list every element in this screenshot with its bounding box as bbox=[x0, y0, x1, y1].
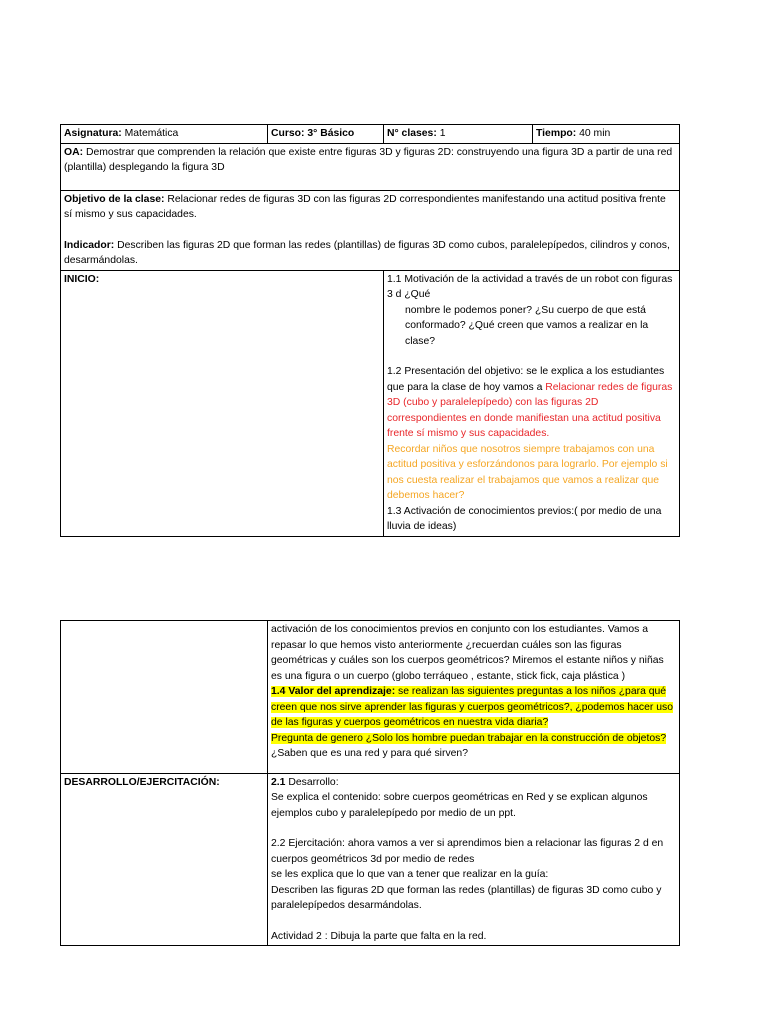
step-2-2-text: 2.2 Ejercitación: ahora vamos a ver si aprendimos bien a relacionar las figuras 2 d en cuerpos geométricos 3d por medio de redes bbox=[271, 838, 664, 865]
header-row bbox=[61, 125, 680, 144]
objetivo-row bbox=[61, 190, 680, 270]
continuation-row bbox=[61, 621, 680, 774]
objetivo-text: Relacionar redes de figuras 3D con las figuras 2D correspondientes manifestando una actitud positiva frente sí mismo y sus capacidades. bbox=[64, 193, 666, 220]
oa-label: OA: bbox=[64, 146, 84, 158]
asignatura-value: Matemática bbox=[124, 128, 179, 139]
desarrollo-label-cell bbox=[61, 773, 268, 946]
activity-2: Actividad 2 : Dibuja la parte que falta en la red. bbox=[271, 930, 487, 942]
gender-question bbox=[271, 731, 676, 747]
step-1-3: 1.3 Activación de conocimientos previos:( por medio de una lluvia de ideas) bbox=[387, 505, 662, 532]
lesson-plan-table-top bbox=[60, 124, 680, 537]
step-2-1 bbox=[271, 775, 676, 791]
inicio-label-cell bbox=[61, 270, 384, 536]
step-1-4 bbox=[271, 684, 676, 731]
asignatura-cell bbox=[61, 125, 268, 144]
desarrollo-content-cell bbox=[268, 773, 680, 946]
indicador-label: Indicador: bbox=[64, 239, 115, 251]
continuation-content-cell bbox=[268, 621, 680, 774]
objetivo-paragraph bbox=[64, 192, 676, 223]
tiempo-label: Tiempo: bbox=[536, 128, 577, 139]
step-1-1-rest: nombre le podemos poner? ¿Su cuerpo de que está conformado? ¿Qué creen que vamos a realizar en la clase? bbox=[405, 304, 649, 347]
step-1-2-objective: Relacionar redes de figuras 3D (cubo y paralelepípedo) con las figuras 2D correspondientes en donde manifiestan una actitud positiva frente sí mismo y sus capacidades. bbox=[387, 381, 673, 439]
red-question: ¿Saben que es una red y para qué sirven? bbox=[271, 748, 468, 759]
continuation-text: activación de los conocimientos previos en conjunto con los estudiantes. Vamos a repasar lo que hemos visto anteriormente ¿recuerdan cuáles son las figuras geométricas y cuáles son los cuerpos geométricos? Miremos el estante niños y niñas es una figura o un cuerpo (globo terráqueo , estante, stick fick, caja plástica ) bbox=[271, 624, 664, 682]
curso-cell bbox=[268, 125, 384, 144]
inicio-label: INICIO: bbox=[64, 273, 100, 285]
continuation-label-cell bbox=[61, 621, 268, 774]
clases-value: 1 bbox=[439, 128, 446, 139]
oa-text: Demostrar que comprenden la relación que existe entre figuras 3D y figuras 2D: construyendo una figura 3D a partir de una red (plantilla) desplegando la figura 3D bbox=[64, 146, 673, 173]
desarrollo-row bbox=[61, 773, 680, 946]
step-2-1-title: Desarrollo: bbox=[285, 776, 339, 788]
step-1-4-label: 1.4 Valor del aprendizaje: bbox=[271, 686, 396, 697]
oa-row bbox=[61, 143, 680, 190]
inicio-content-cell bbox=[384, 270, 680, 536]
step-1-2 bbox=[387, 364, 676, 442]
gender-question-text: Pregunta de genero ¿Solo los hombre puedan trabajar en la construcción de objetos? bbox=[271, 732, 667, 744]
clases-cell bbox=[384, 125, 533, 144]
tiempo-cell bbox=[533, 125, 680, 144]
step-2-2-desc: Describen las figuras 2D que forman las redes (plantillas) de figuras 3D como cubo y paralelepípedos desarmándolas. bbox=[271, 884, 662, 911]
objetivo-label: Objetivo de la clase: bbox=[64, 193, 165, 205]
asignatura-label: Asignatura: bbox=[64, 128, 122, 139]
lesson-plan-table-bottom bbox=[60, 620, 680, 946]
objetivo-cell bbox=[61, 190, 680, 270]
indicador-text: Describen las figuras 2D que forman las redes (plantillas) de figuras 3D como cubos, paralelepípedos, cilindros y conos, desarmándolas. bbox=[64, 239, 670, 266]
curso-label: Curso: 3° Básico bbox=[271, 128, 355, 139]
step-2-2-guia: se les explica que lo que van a tener que realizar en la guía: bbox=[271, 869, 549, 880]
oa-cell bbox=[61, 143, 680, 190]
clases-label: N° clases: bbox=[387, 128, 437, 139]
step-2-1-num: 2.1 bbox=[271, 776, 286, 788]
tiempo-value: 40 min bbox=[579, 128, 611, 139]
inicio-row bbox=[61, 270, 680, 536]
step-1-2-text: 1.2 Presentación del objetivo: se le explica a los estudiantes que para la clase de hoy vamos a bbox=[387, 366, 665, 393]
step-1-4-text: se realizan las siguientes preguntas a los niños ¿para qué creen que nos sirve aprender las figuras y cuerpos geométricos?, ¿podemos hacer uso de las figuras y cuerpos geométricos en nuestra vida diaria? bbox=[271, 686, 673, 728]
step-1-1-line1: 1.1 Motivación de la actividad a través de un robot con figuras 3 d ¿Qué bbox=[387, 273, 673, 300]
step-1-2-reminder: Recordar niños que nosotros siempre trabajamos con una actitud positiva y esforzándonos para lograrlo. Por ejemplo si nos cuesta realizar el trabajamos que vamos a realizar que debemos hacer? bbox=[387, 443, 668, 501]
step-2-1-text: Se explica el contenido: sobre cuerpos geométricas en Red y se explican algunos ejemplos cubo y paralelepípedo por medio de un ppt. bbox=[271, 792, 648, 819]
indicador-paragraph bbox=[64, 238, 676, 269]
desarrollo-label: DESARROLLO/EJERCITACIÓN: bbox=[64, 776, 220, 788]
